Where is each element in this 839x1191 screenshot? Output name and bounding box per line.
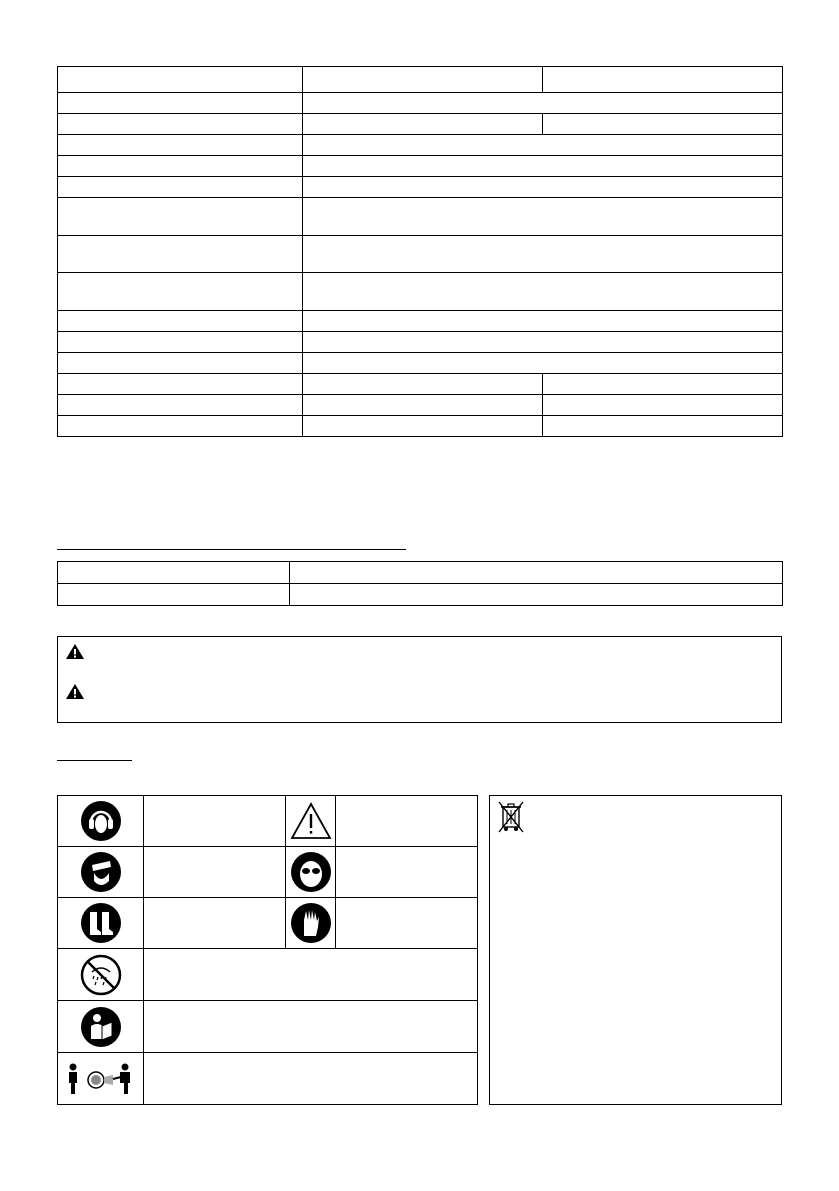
summary-table [57, 561, 783, 606]
spec-value [303, 416, 543, 437]
symbol-cell [286, 796, 335, 846]
spec-value [303, 236, 783, 273]
caution-triangle-icon [290, 802, 332, 840]
table-row [58, 395, 783, 416]
no-rain-icon [80, 954, 122, 996]
table-row [58, 236, 783, 273]
spec-label [58, 416, 303, 437]
warning-row [65, 683, 93, 700]
symbol-label [144, 1001, 477, 1052]
weee-box [489, 795, 782, 1105]
table-row [58, 177, 783, 198]
spec-label [58, 332, 303, 353]
table-row [58, 273, 783, 311]
symbol-label [144, 898, 285, 948]
spec-label [58, 273, 303, 311]
spec-value [303, 156, 783, 177]
warning-box [57, 636, 782, 723]
table-row [58, 562, 783, 584]
table-row [58, 198, 783, 236]
symbol-label [144, 1053, 477, 1104]
spec-value [303, 67, 543, 93]
read-manual-icon [80, 1006, 122, 1048]
safety-boots-icon [80, 902, 122, 944]
spec-value [543, 395, 783, 416]
spec-label [58, 198, 303, 236]
symbol-cell [58, 949, 143, 1000]
specification-table [57, 66, 783, 437]
eye-protection-icon [290, 851, 332, 893]
table-row [58, 374, 783, 395]
symbol-label [336, 796, 477, 846]
symbols-table [57, 795, 478, 1105]
table-row [58, 135, 783, 156]
face-protection-icon [80, 851, 122, 893]
table-row [58, 332, 783, 353]
symbol-cell [58, 898, 143, 948]
spec-value [543, 114, 783, 135]
spec-label [58, 67, 303, 93]
spec-label [58, 311, 303, 332]
symbol-label [336, 898, 477, 948]
spec-value [303, 374, 543, 395]
symbol-label [336, 847, 477, 897]
spec-value [303, 177, 783, 198]
spec-value [543, 67, 783, 93]
spec-value [303, 93, 783, 114]
spec-value [303, 273, 783, 311]
table-row [58, 311, 783, 332]
hearing-protection-icon [80, 800, 122, 842]
symbol-label [144, 847, 285, 897]
symbol-cell [58, 1053, 143, 1104]
spec-value [303, 353, 783, 374]
spec-label [58, 374, 303, 395]
spec-label [58, 93, 303, 114]
spec-label [58, 135, 303, 156]
table-row [58, 114, 783, 135]
symbol-cell [286, 898, 335, 948]
table-row [58, 584, 783, 606]
spec-value [303, 311, 783, 332]
table-row [58, 156, 783, 177]
warning-triangle-icon [65, 643, 85, 660]
spec-label [58, 395, 303, 416]
symbol-cell [58, 1001, 143, 1052]
symbol-cell [58, 796, 143, 846]
summary-label [58, 562, 290, 584]
keep-distance-icon [65, 1061, 137, 1097]
section-divider [57, 549, 406, 550]
symbol-cell [58, 847, 143, 897]
spec-value [303, 198, 783, 236]
warning-triangle-icon [65, 683, 85, 700]
spec-value [303, 135, 783, 156]
summary-value [290, 584, 783, 606]
summary-label [58, 584, 290, 606]
table-row [58, 67, 783, 93]
table-row [58, 416, 783, 437]
symbol-cell [286, 847, 335, 897]
spec-value [303, 395, 543, 416]
table-row [58, 353, 783, 374]
spec-value [303, 332, 783, 353]
spec-label [58, 114, 303, 135]
spec-label [58, 353, 303, 374]
protective-gloves-icon [290, 902, 332, 944]
spec-label [58, 236, 303, 273]
symbol-label [144, 949, 477, 1000]
spec-value [303, 114, 543, 135]
spec-value [543, 416, 783, 437]
spec-label [58, 156, 303, 177]
symbol-label [144, 796, 285, 846]
heading-underline [57, 760, 132, 761]
summary-value [290, 562, 783, 584]
table-row [58, 93, 783, 114]
spec-label [58, 177, 303, 198]
crossed-bin-icon [498, 801, 524, 833]
warning-row [65, 643, 93, 660]
spec-value [543, 374, 783, 395]
